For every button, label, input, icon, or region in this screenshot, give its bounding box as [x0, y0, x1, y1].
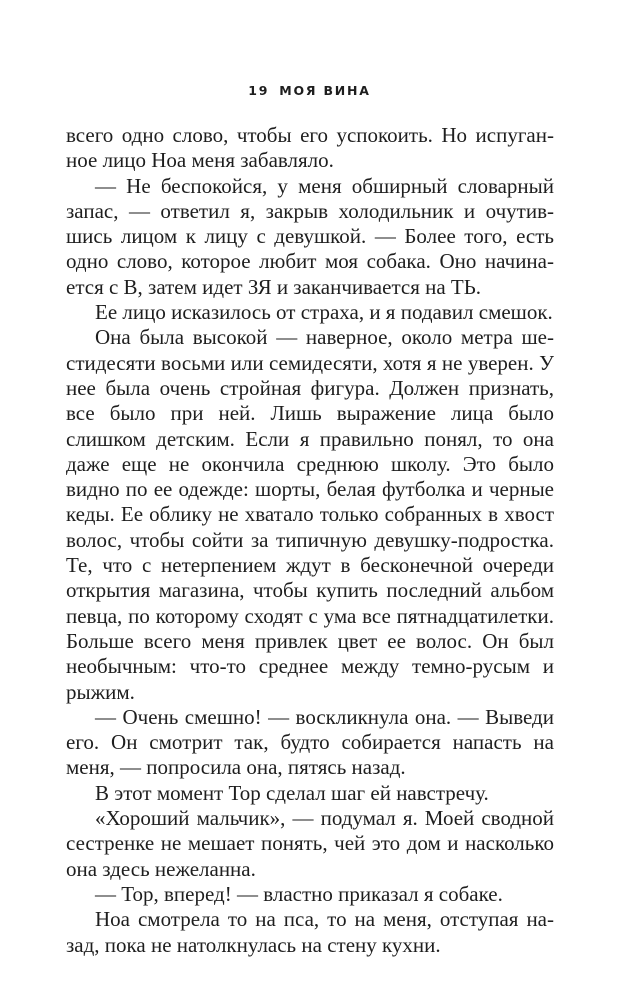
page-number: 19 — [248, 83, 270, 98]
paragraph: Она была высокой — наверное, около метра шестидесяти восьми или семидесяти, хотя я не уверен. У нее была очень стройная фигура. Должен признать, все было при ней. Лишь выражение лица было слишком детским. Если я правильно понял, то она даже еще не окончила среднюю школу. Это было видно по ее одежде: шорты, белая футболка и черные кеды. Ее облику не хватало только собранных в хвост волос, чтобы сойти за типичную девушку-подростка. Те, что с нетерпением ждут в бесконечной очереди открытия магазина, чтобы купить последний альбом певца, по которому сходят с ума все пятнадцатилетки. Больше всего меня привлек цвет ее волос. Он был необычным: что-то среднее между темно-русым и рыжим. — [66, 325, 554, 704]
paragraph: — Тор, вперед! — властно приказал я собаке. — [95, 881, 503, 906]
paragraph: Ее лицо исказилось от страха, и я подавил смешок. — [95, 300, 553, 325]
paragraph: Ноа смотрела то на пса, то на меня, отступая назад, пока не натолкнулась на стену кухни. — [66, 907, 554, 957]
paragraph: В этот момент Тор сделал шаг ей навстречу. — [95, 780, 489, 805]
paragraph: «Хороший мальчик», — подумал я. Моей сводной сестренке не мешает понять, чей это дом и насколько она здесь нежеланна. — [66, 806, 554, 881]
running-header — [0, 84, 619, 98]
paragraph: всего одно слово, чтобы его успокоить. Но испуганное лицо Ноа меня забавляло. — [66, 123, 554, 173]
paragraph: — Очень смешно! — воскликнула она. — Выведи его. Он смотрит так, будто собирается напасть на меня, — попросила она, пятясь назад. — [66, 704, 554, 780]
body-text — [66, 123, 554, 958]
paragraph: — Не беспокойся, у меня обширный словарный запас, — ответил я, закрыв холодильник и очутившись лицом к лицу с девушкой. — Более того, есть одно слово, которое любит моя собака. Оно начинается с В, затем идет ЗЯ и заканчивается на ТЬ. — [66, 173, 554, 299]
chapter-title: МОЯ ВИНА — [279, 83, 371, 98]
